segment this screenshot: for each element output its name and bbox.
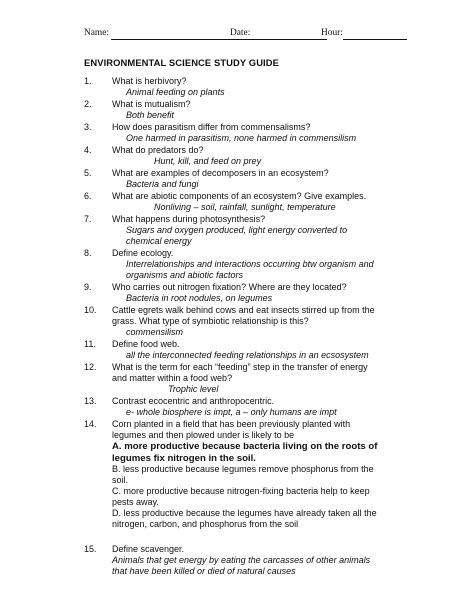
question-2 xyxy=(84,99,384,121)
hour-label: Hour: xyxy=(321,28,343,38)
question-number: 1. xyxy=(84,76,92,86)
question-4 xyxy=(84,145,384,167)
question-number: 12. xyxy=(84,362,97,372)
question-text: What is herbivory? xyxy=(112,76,187,86)
question-text: Cattle egrets walk behind cows and eat insects stirred up from the grass. What type of symbiotic relationship is this? xyxy=(112,305,375,326)
answer-text: Sugars and oxygen produced, light energy converted to chemical energy xyxy=(126,225,348,246)
question-14 xyxy=(84,419,384,530)
question-12 xyxy=(84,362,384,395)
date-line[interactable] xyxy=(254,39,327,40)
question-number: 7. xyxy=(84,214,92,224)
question-number: 8. xyxy=(84,248,92,258)
answer-text: Trophic level xyxy=(168,384,219,394)
answer-text: Animals that get energy by eating the carcasses of other animals that have been killed or died of natural causes xyxy=(112,555,371,576)
question-text: Define scavenger. xyxy=(112,544,185,554)
hour-line[interactable] xyxy=(343,39,407,40)
answer-text: Interrelationships and interactions occurring btw organism and organisms and abiotic factors xyxy=(126,259,374,280)
question-15 xyxy=(84,544,384,577)
question-5 xyxy=(84,168,384,190)
answer-text: Both benefit xyxy=(126,110,175,120)
question-number: 4. xyxy=(84,145,92,155)
answer-text: Bacteria and fungi xyxy=(126,179,199,189)
question-number: 9. xyxy=(84,282,92,292)
question-text: Corn planted in a field that has been previously planted with legumes and then plowed under is likely to be xyxy=(112,419,351,440)
question-text: What do predators do? xyxy=(112,145,204,155)
answer-option-c: C. more productive because nitrogen-fixing bacteria help to keep pests away. xyxy=(112,486,370,507)
answer-text: Hunt, kill, and feed on prey xyxy=(154,156,262,166)
answer-text: One harmed in parasitism, none harmed in commensilism xyxy=(126,133,357,143)
question-11 xyxy=(84,339,384,361)
header-fields xyxy=(84,28,414,44)
answer-text: Nonliving – soil, rainfall, sunlight, temperature xyxy=(154,202,336,212)
question-text: What happens during photosynthesis? xyxy=(112,214,266,224)
answer-text: Bacteria in root nodules, on legumes xyxy=(126,293,273,303)
question-number: 14. xyxy=(84,419,97,429)
question-text: Define food web. xyxy=(112,339,180,349)
question-text: Contrast ecocentric and anthropocentric. xyxy=(112,396,275,406)
answer-text: e- whole biosphere is impt, a – only humans are impt xyxy=(126,407,337,417)
question-number: 11. xyxy=(84,339,96,349)
question-3 xyxy=(84,122,384,144)
question-7 xyxy=(84,214,384,247)
question-text: What is mutualism? xyxy=(112,99,191,109)
question-9 xyxy=(84,282,384,304)
name-label: Name: xyxy=(84,28,109,38)
question-text: What are abiotic components of an ecosystem? Give examples. xyxy=(112,191,367,201)
answer-option-d: D. less productive because the legumes have already taken all the nitrogen, carbon, and phosphorus from the soil xyxy=(112,508,377,529)
page-title: ENVIRONMENTAL SCIENCE STUDY GUIDE xyxy=(84,57,279,68)
question-10 xyxy=(84,305,384,338)
question-13 xyxy=(84,396,384,418)
question-number: 6. xyxy=(84,191,92,201)
question-text: How does parasitism differ from commensalisms? xyxy=(112,122,311,132)
question-number: 5. xyxy=(84,168,92,178)
question-1 xyxy=(84,76,384,98)
answer-text: commensilism xyxy=(126,327,184,337)
answer-text: all the interconnected feeding relationships in an ecsosystem xyxy=(126,350,369,360)
name-line[interactable] xyxy=(111,39,256,40)
question-text: Who carries out nitrogen fixation? Where are they located? xyxy=(112,282,347,292)
answer-option-a: A. more productive because bacteria living on the roots of legumes fix nitrogen in the soil. xyxy=(112,441,378,464)
date-label: Date: xyxy=(230,28,251,38)
question-number: 3. xyxy=(84,122,92,132)
question-number: 15. xyxy=(84,544,97,554)
question-6 xyxy=(84,191,384,213)
question-text: Define ecology. xyxy=(112,248,174,258)
question-list xyxy=(84,76,384,578)
answer-option-b: B. less productive because legumes remove phosphorus from the soil. xyxy=(112,464,374,485)
question-text: What is the term for each “feeding” step in the transfer of energy and matter within a food web? xyxy=(112,362,368,383)
question-8 xyxy=(84,248,384,281)
question-text: What are examples of decomposers in an ecosystem? xyxy=(112,168,329,178)
question-number: 10. xyxy=(84,305,97,315)
answer-text: Animal feeding on plants xyxy=(126,87,225,97)
question-number: 13. xyxy=(84,396,97,406)
question-number: 2. xyxy=(84,99,92,109)
